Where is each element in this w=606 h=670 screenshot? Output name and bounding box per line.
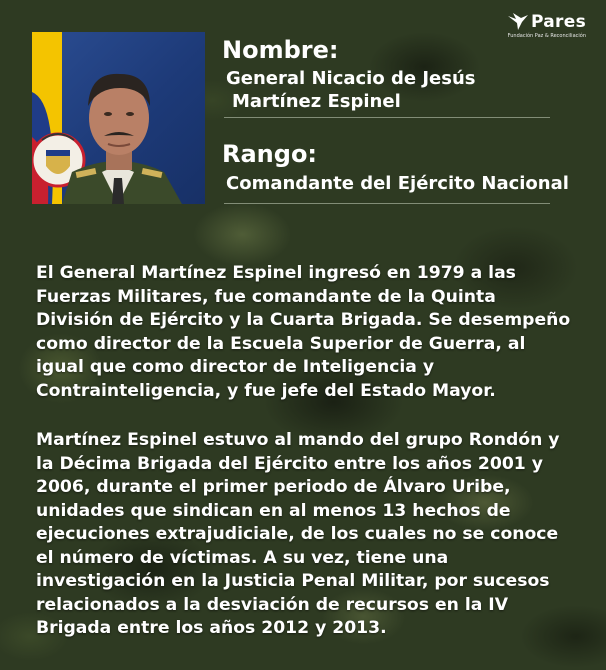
paragraph-line: la Décima Brigada del Ejército entre los años 2001 y xyxy=(36,453,543,474)
paragraph-line: igual que como director de Inteligencia y xyxy=(36,357,435,377)
brand-tagline: Fundación Paz & Reconciliación xyxy=(507,33,586,39)
paragraph-line: unidades que sindican en al menos 13 hechos de xyxy=(36,500,511,521)
dove-icon xyxy=(507,13,529,31)
name-divider xyxy=(224,117,550,118)
paragraph-line: investigación en la Justicia Penal Militar, por sucesos xyxy=(36,571,550,591)
paragraph-line: División de Ejército y la Cuarta Brigada. Se desempeño xyxy=(36,310,571,330)
brand-name: Pares xyxy=(530,12,586,32)
paragraph-career xyxy=(36,262,576,403)
brand-logo xyxy=(494,12,586,39)
paragraph-line: ejecuciones extrajudiciale, de los cuales no se conoce xyxy=(36,524,559,544)
paragraph-line: Brigada entre los años 2012 y 2013. xyxy=(36,618,387,638)
paragraph-line: relacionados a la desviación de recursos en la IV xyxy=(36,594,508,615)
name-line-2: Martínez Espinel xyxy=(232,91,401,112)
name-label: Nombre: xyxy=(222,36,339,64)
paragraph-allegations xyxy=(36,429,576,641)
paragraph-line: como director de la Escuela Superior de Guerra, al xyxy=(36,333,526,354)
portrait-illustration xyxy=(32,32,205,204)
paragraph-line: Martínez Espinel estuvo al mando del grupo Rondón y xyxy=(36,430,560,450)
name-line-1: General Nicacio de Jesús xyxy=(226,68,476,89)
paragraph-line: 2006, durante el primer periodo de Álvaro Uribe, xyxy=(36,477,511,497)
paragraph-line: Contrainteligencia, y fue jefe del Estado Mayor. xyxy=(36,380,496,401)
paragraph-line: el número de víctimas. A su vez, tiene una xyxy=(36,547,449,568)
rank-divider xyxy=(224,203,550,204)
general-portrait xyxy=(32,32,205,204)
rank-label: Rango: xyxy=(222,140,318,168)
rank-value: Comandante del Ejército Nacional xyxy=(226,173,569,194)
paragraph-line: El General Martínez Espinel ingresó en 1979 a las xyxy=(36,263,516,283)
paragraph-line: Fuerzas Militares, fue comandante de la Quinta xyxy=(36,286,496,307)
